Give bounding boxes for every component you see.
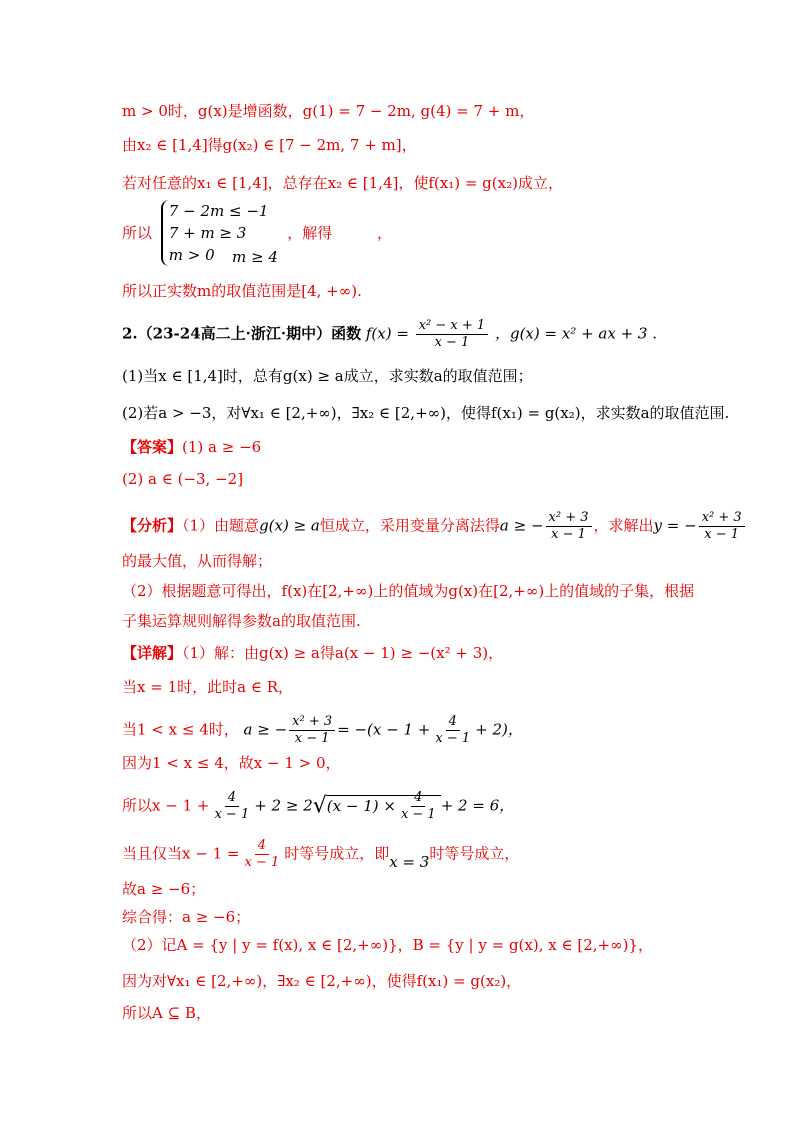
line-4-result: m ≥ 4 [232, 248, 278, 266]
detail-label: 【详解】 [122, 644, 183, 662]
detail-math: a ≥ − [243, 720, 288, 739]
analysis-text: 子集运算规则解得参数a的取值范围. [122, 612, 361, 630]
analysis-text: ，求解出 [593, 516, 654, 535]
fraction-numerator: 4 [411, 790, 425, 807]
detail-text: （1）解：由g(x) ≥ a得a(x − 1) ≥ −(x² + 3)， [182, 644, 504, 662]
fraction-denominator: x − 1 [294, 731, 330, 746]
text-line [122, 610, 361, 632]
answer-2: (2) a ∈ (−3, −2] [122, 470, 244, 488]
function-f: f(x) = [365, 324, 409, 343]
detail-math: + 2)， [475, 720, 523, 739]
question-2-title [122, 318, 657, 351]
fraction-denominator: x − 1 [434, 335, 470, 350]
fraction-denominator: x − 1 [551, 527, 586, 542]
line-4-prefix: 所以 [122, 224, 153, 242]
detail-text: 所以A ⊆ B， [122, 1004, 211, 1022]
analysis-line [122, 510, 747, 543]
question-2-part-1: (1)当x ∈ [1,4]时，总有g(x) ≥ a成立，求实数a的取值范围； [122, 367, 533, 385]
sqrt-content [326, 790, 441, 822]
question-2-label: 2.（23-24高二上·浙江·期中）函数 [122, 324, 362, 343]
detail-text: 当且仅当x − 1 = [122, 844, 240, 863]
fraction [211, 790, 252, 823]
fraction [289, 714, 335, 747]
text-line [122, 172, 563, 194]
line-5: 所以正实数m的取值范围是[4, +∞). [122, 282, 362, 300]
detail-text: 当1 < x ≤ 4时， [122, 720, 239, 739]
text-line [122, 970, 521, 992]
text-line [122, 1002, 211, 1024]
fraction [241, 838, 282, 871]
text-line [122, 934, 653, 956]
analysis-label: 【分析】 [122, 516, 183, 535]
question-2-part-2: (2)若a > −3，对∀x₁ ∈ [2,+∞)，∃x₂ ∈ [2,+∞)，使得f(x₁) = g(x₂)，求实数a的取值范围. [122, 404, 730, 422]
fraction [546, 510, 592, 543]
detail-text: 因为对∀x₁ ∈ [2,+∞)，∃x₂ ∈ [2,+∞)，使得f(x₁) = g(x₂)， [122, 972, 522, 990]
text-line [122, 100, 534, 122]
detail-text: 时等号成立，即 [284, 844, 390, 863]
answer-line [122, 436, 261, 458]
fraction [432, 714, 473, 747]
answer-label: 【答案】 [122, 438, 183, 456]
system-row: 7 − 2m ≤ −1 [168, 202, 269, 220]
detail-math: x = 3 [389, 852, 430, 871]
fraction [398, 790, 439, 823]
detail-text: 当x = 1时，此时a ∈ R， [122, 678, 293, 696]
line-4-mid: ，解得 [287, 224, 333, 242]
text-line [122, 906, 250, 928]
system-row: 7 + m ≥ 3 [168, 224, 247, 242]
detail-line [122, 642, 503, 664]
analysis-text: 恒成立，采用变量分离法得 [319, 516, 500, 535]
line-4-end: ， [377, 224, 393, 242]
sqrt-icon: √ [312, 793, 327, 819]
fraction-denominator: x − 1 [244, 855, 280, 870]
analysis-math: y = − [653, 516, 697, 535]
fraction-numerator: x² + 3 [546, 510, 592, 527]
text-line [122, 580, 694, 602]
system-row: m > 0 [168, 246, 215, 264]
fraction-denominator: x − 1 [400, 807, 436, 822]
detail-math: (x − 1) × [326, 796, 396, 815]
fraction-numerator: 4 [225, 790, 239, 807]
fraction-denominator: x − 1 [435, 731, 471, 746]
line-3: 若对任意的x₁ ∈ [1,4]，总存在x₂ ∈ [1,4]，使f(x₁) = g(x₂)成立， [122, 174, 563, 192]
detail-text: （2）记A = {y | y = f(x), x ∈ [2,+∞)}，B = {y | y = g(x), x ∈ [2,+∞)}， [122, 936, 653, 954]
fraction-numerator: 4 [446, 714, 460, 731]
analysis-text: （1）由题意 [182, 516, 260, 535]
line-1: m > 0时，g(x)是增函数，g(1) = 7 − 2m, g(4) = 7 + m， [122, 102, 535, 120]
analysis-math: a ≥ − [499, 516, 544, 535]
fraction-numerator: x² + 3 [699, 510, 745, 527]
fraction-denominator: x − 1 [214, 807, 250, 822]
analysis-text: 的最大值，从而得解； [122, 552, 273, 570]
line-2: 由x₂ ∈ [1,4]得g(x₂) ∈ [7 − 2m, 7 + m]， [122, 136, 417, 154]
detail-text: 因为1 < x ≤ 4，故x − 1 > 0， [122, 754, 341, 772]
fraction [699, 510, 745, 543]
text-line [122, 402, 729, 424]
fraction-numerator: x² + 3 [289, 714, 335, 731]
detail-line [122, 714, 523, 747]
text-line [122, 550, 272, 572]
detail-text: 综合得：a ≥ −6； [122, 908, 251, 926]
text-line [122, 134, 417, 156]
function-g: ，g(x) = x² + ax + 3 . [494, 324, 658, 343]
answer-line [122, 468, 243, 490]
text-line [122, 752, 341, 774]
fraction-denominator: x − 1 [704, 527, 740, 542]
fraction [416, 318, 488, 351]
analysis-math: g(x) ≥ a [259, 516, 320, 535]
text-line [122, 365, 533, 387]
fraction-numerator: x² − x + 1 [416, 318, 488, 335]
fraction-numerator: 4 [255, 838, 269, 855]
detail-line [122, 790, 514, 823]
text-line [122, 676, 293, 698]
text-line [122, 280, 362, 302]
detail-line [122, 838, 519, 871]
detail-text: 时等号成立， [429, 844, 520, 863]
detail-text: 所以x − 1 + [122, 796, 210, 815]
text-line [122, 878, 205, 900]
detail-math: = −(x − 1 + [337, 720, 431, 739]
answer-1: (1) a ≥ −6 [182, 438, 262, 456]
detail-math: + 2 ≥ 2 [254, 796, 313, 815]
analysis-text: （2）根据题意可得出，f(x)在[2,+∞)上的值域为g(x)在[2,+∞)上的值域的子集，根据 [122, 582, 695, 600]
detail-math: + 2 = 6， [440, 796, 515, 815]
detail-text: 故a ≥ −6； [122, 880, 206, 898]
system-line [122, 200, 392, 266]
